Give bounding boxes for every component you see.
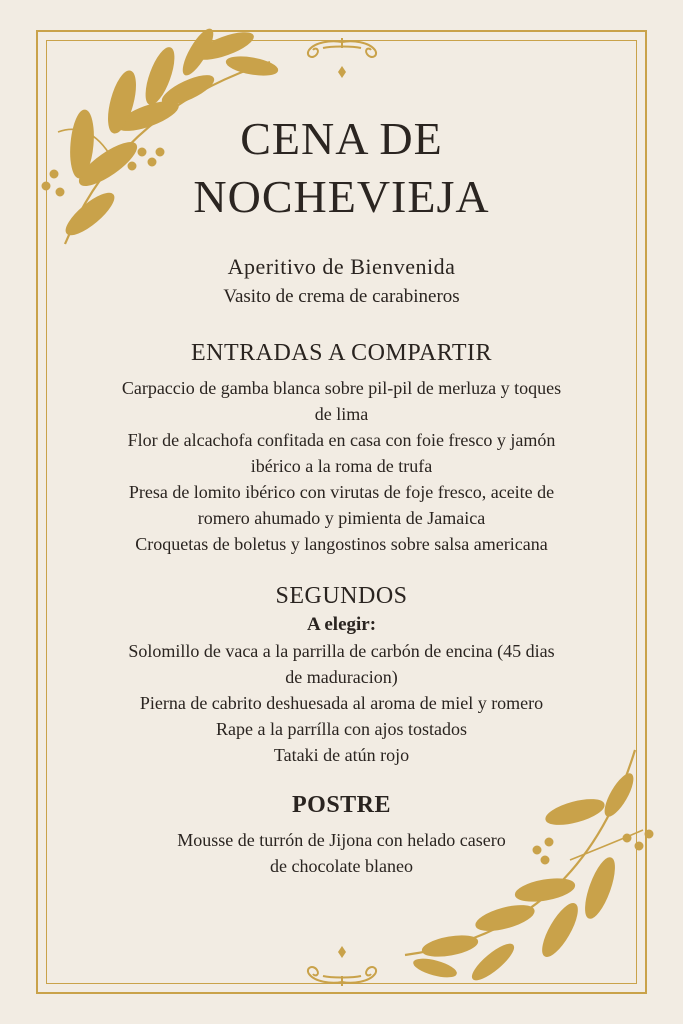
main-item-line: Rape a la parrílla con ajos tostados — [216, 719, 467, 739]
main-item-line: de maduracion) — [285, 667, 398, 687]
starter-item-line: Croquetas de boletus y langostinos sobre salsa americana — [135, 534, 548, 554]
welcome-heading: Aperitivo de Bienvenida — [227, 254, 456, 279]
menu-title-line: CENA DE — [240, 113, 443, 164]
main-item-line: Tataki de atún rojo — [273, 745, 410, 765]
mains-section — [60, 583, 623, 768]
starters-section — [60, 340, 623, 557]
starter-item-line: Presa de lomito ibérico con virutas de foje fresco, aceite de — [128, 482, 555, 502]
menu-title-line: NOCHEVIEJA — [193, 171, 490, 222]
menu-content — [60, 110, 623, 879]
mains-heading: SEGUNDOS — [275, 583, 408, 609]
starter-item-line: Flor de alcachofa confitada en casa con foie fresco y jamón — [127, 430, 556, 450]
scroll-flourish-icon — [301, 34, 383, 80]
dessert-heading: POSTRE — [291, 792, 392, 818]
starter-item-line: romero ahumado y pimienta de Jamaica — [197, 508, 486, 528]
mains-subheading: A elegir: — [306, 614, 377, 635]
main-item-line: Solomillo de vaca a la parrilla de carbón de encina (45 dias — [128, 641, 555, 661]
scroll-flourish-icon — [301, 944, 383, 990]
starter-item-line: ibérico a la roma de trufa — [250, 456, 433, 476]
starter-item-line: de lima — [314, 404, 369, 424]
menu-title — [60, 110, 623, 226]
dessert-section — [60, 792, 623, 879]
welcome-item: Vasito de crema de carabineros — [223, 286, 460, 307]
welcome-section — [60, 254, 623, 310]
dessert-item-line: de chocolate blaneo — [270, 856, 413, 876]
starters-heading: ENTRADAS A COMPARTIR — [190, 340, 493, 366]
starter-item-line: Carpaccio de gamba blanca sobre pil-pil de merluza y toques — [121, 378, 562, 398]
dessert-item-line: Mousse de turrón de Jijona con helado casero — [177, 830, 506, 850]
main-item-line: Pierna de cabrito deshuesada al aroma de miel y romero — [139, 693, 544, 713]
